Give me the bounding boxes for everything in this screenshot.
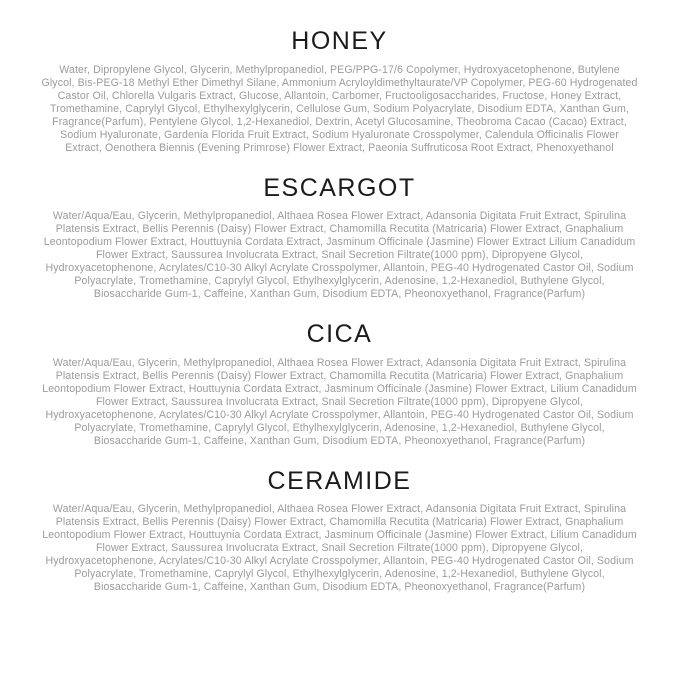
section-honey: [38, 28, 641, 155]
ingredients-text-ceramide: Water/Aqua/Eau, Glycerin, Methylpropanediol, Althaea Rosea Flower Extract, Adansonia Digitata Fruit Extract, Spirulina Platensis Extract, Bellis Perennis (Daisy) Flower Extract, Chamomilla Recutita (Matricaria) Flower Extract, Gnaphalium Leontopodium Flower Extract, Houttuynia Cordata Extract, Jasminum Officinale (Jasmine) Flower Extract, Lilium Canadidum Flower Extract, Saussurea Involucrata Extract, Snail Secretion Filtrate(1000 ppm), Dipropyene Glycol, Hydroxyacetophenone, Acrylates/C10-30 Alkyl Acrylate Crosspolymer, Allantoin, PEG-40 Hydrogenated Castor Oil, Sodium Polyacrylate, Tromethamine, Caprylyl Glycol, Ethylhexylglycerin, Adenosine, 1,2-Hexanediol, Buthylene Glycol, Biosaccharide Gum-1, Caffeine, Xanthan Gum, Disodium EDTA, Pheonoxyethanol, Fragrance(Parfum): [42, 503, 637, 593]
section-title-ceramide: CERAMIDE: [267, 466, 412, 495]
section-escargot: [38, 175, 641, 302]
ingredients-text-honey: Water, Dipropylene Glycol, Glycerin, Methylpropanediol, PEG/PPG-17/6 Copolymer, Hydroxyacetophenone, Butylene Glycol, Bis-PEG-18 Methyl Ether Dimethyl Silane, Ammonium Acryloyldimethyltaurate/VP Copolymer, PEG-60 Hydrogenated Castor Oil, Chlorella Vulgaris Extract, Glucose, Allantoin, Carbomer, Fructooligosaccharides, Fructose, Honey Extract, Tromethamine, Caprylyl Glycol, Ethylhexylglycerin, Cellulose Gum, Sodium Polyacrylate, Disodium EDTA, Xanthan Gum, Fragrance(Parfum), Pentylene Glycol, 1,2-Hexanediol, Dextrin, Acetyl Glucosamine, Theobroma Cacao (Cacao) Extract, Sodium Hyaluronate, Gardenia Florida Fruit Extract, Sodium Hyaluronate Crosspolymer, Calendula Officinalis Flower Extract, Oenothera Biennis (Evening Primrose) Flower Extract, Paeonia Suffruticosa Root Extract, Phenoxyethanol: [41, 63, 638, 154]
section-cica: [38, 321, 641, 448]
ingredients-text-escargot: Water/Aqua/Eau, Glycerin, Methylpropanediol, Althaea Rosea Flower Extract, Adansonia Digitata Fruit Extract, Spirulina Platensis Extract, Bellis Perennis (Daisy) Flower Extract, Chamomilla Recutita (Matricaria) Flower Extract, Gnaphalium Leontopodium Flower Extract, Houttuynia Cordata Extract, Jasminum Officinale (Jasmine) Flower Extract Lilium Canadidum Flower Extract, Saussurea Involucrata Extract, Snail Secretion Filtrate(1000 ppm), Dipropyene Glycol, Hydroxyacetophenone, Acrylates/C10-30 Alkyl Acrylate Crosspolymer, Allantoin, PEG-40 Hydrogenated Castor Oil, Sodium Polyacrylate, Tromethamine, Caprylyl Glycol, Ethylhexylglycerin, Adenosine, 1,2-Hexanediol, Buthylene Glycol, Biosaccharide Gum-1, Caffeine, Xanthan Gum, Disodium EDTA, Pheonoxyethanol, Fragrance(Parfum): [43, 210, 636, 300]
section-title-escargot: ESCARGOT: [263, 173, 416, 202]
section-ceramide: [38, 468, 641, 595]
section-title-cica: CICA: [306, 320, 373, 348]
section-title-honey: HONEY: [291, 27, 388, 55]
ingredients-text-cica: Water/Aqua/Eau, Glycerin, Methylpropanediol, Althaea Rosea Flower Extract, Adansonia Digitata Fruit Extract, Spirulina Platensis Extract, Bellis Perennis (Daisy) Flower Extract, Chamomilla Recutita (Matricaria) Flower Extract, Gnaphalium Leontopodium Flower Extract, Houttuynia Cordata Extract, Jasminum Officinale (Jasmine) Flower Extract, Lilium Canadidum Flower Extract, Saussurea Involucrata Extract, Snail Secretion Filtrate(1000 ppm), Dipropyene Glycol, Hydroxyacetophenone, Acrylates/C10-30 Alkyl Acrylate Crosspolymer, Allantoin, PEG-40 Hydrogenated Castor Oil, Sodium Polyacrylate, Tromethamine, Caprylyl Glycol, Ethylhexylglycerin, Adenosine, 1,2-Hexanediol, Buthylene Glycol, Biosaccharide Gum-1, Caffeine, Xanthan Gum, Disodium EDTA, Pheonoxyethanol, Fragrance(Parfum): [42, 356, 637, 447]
